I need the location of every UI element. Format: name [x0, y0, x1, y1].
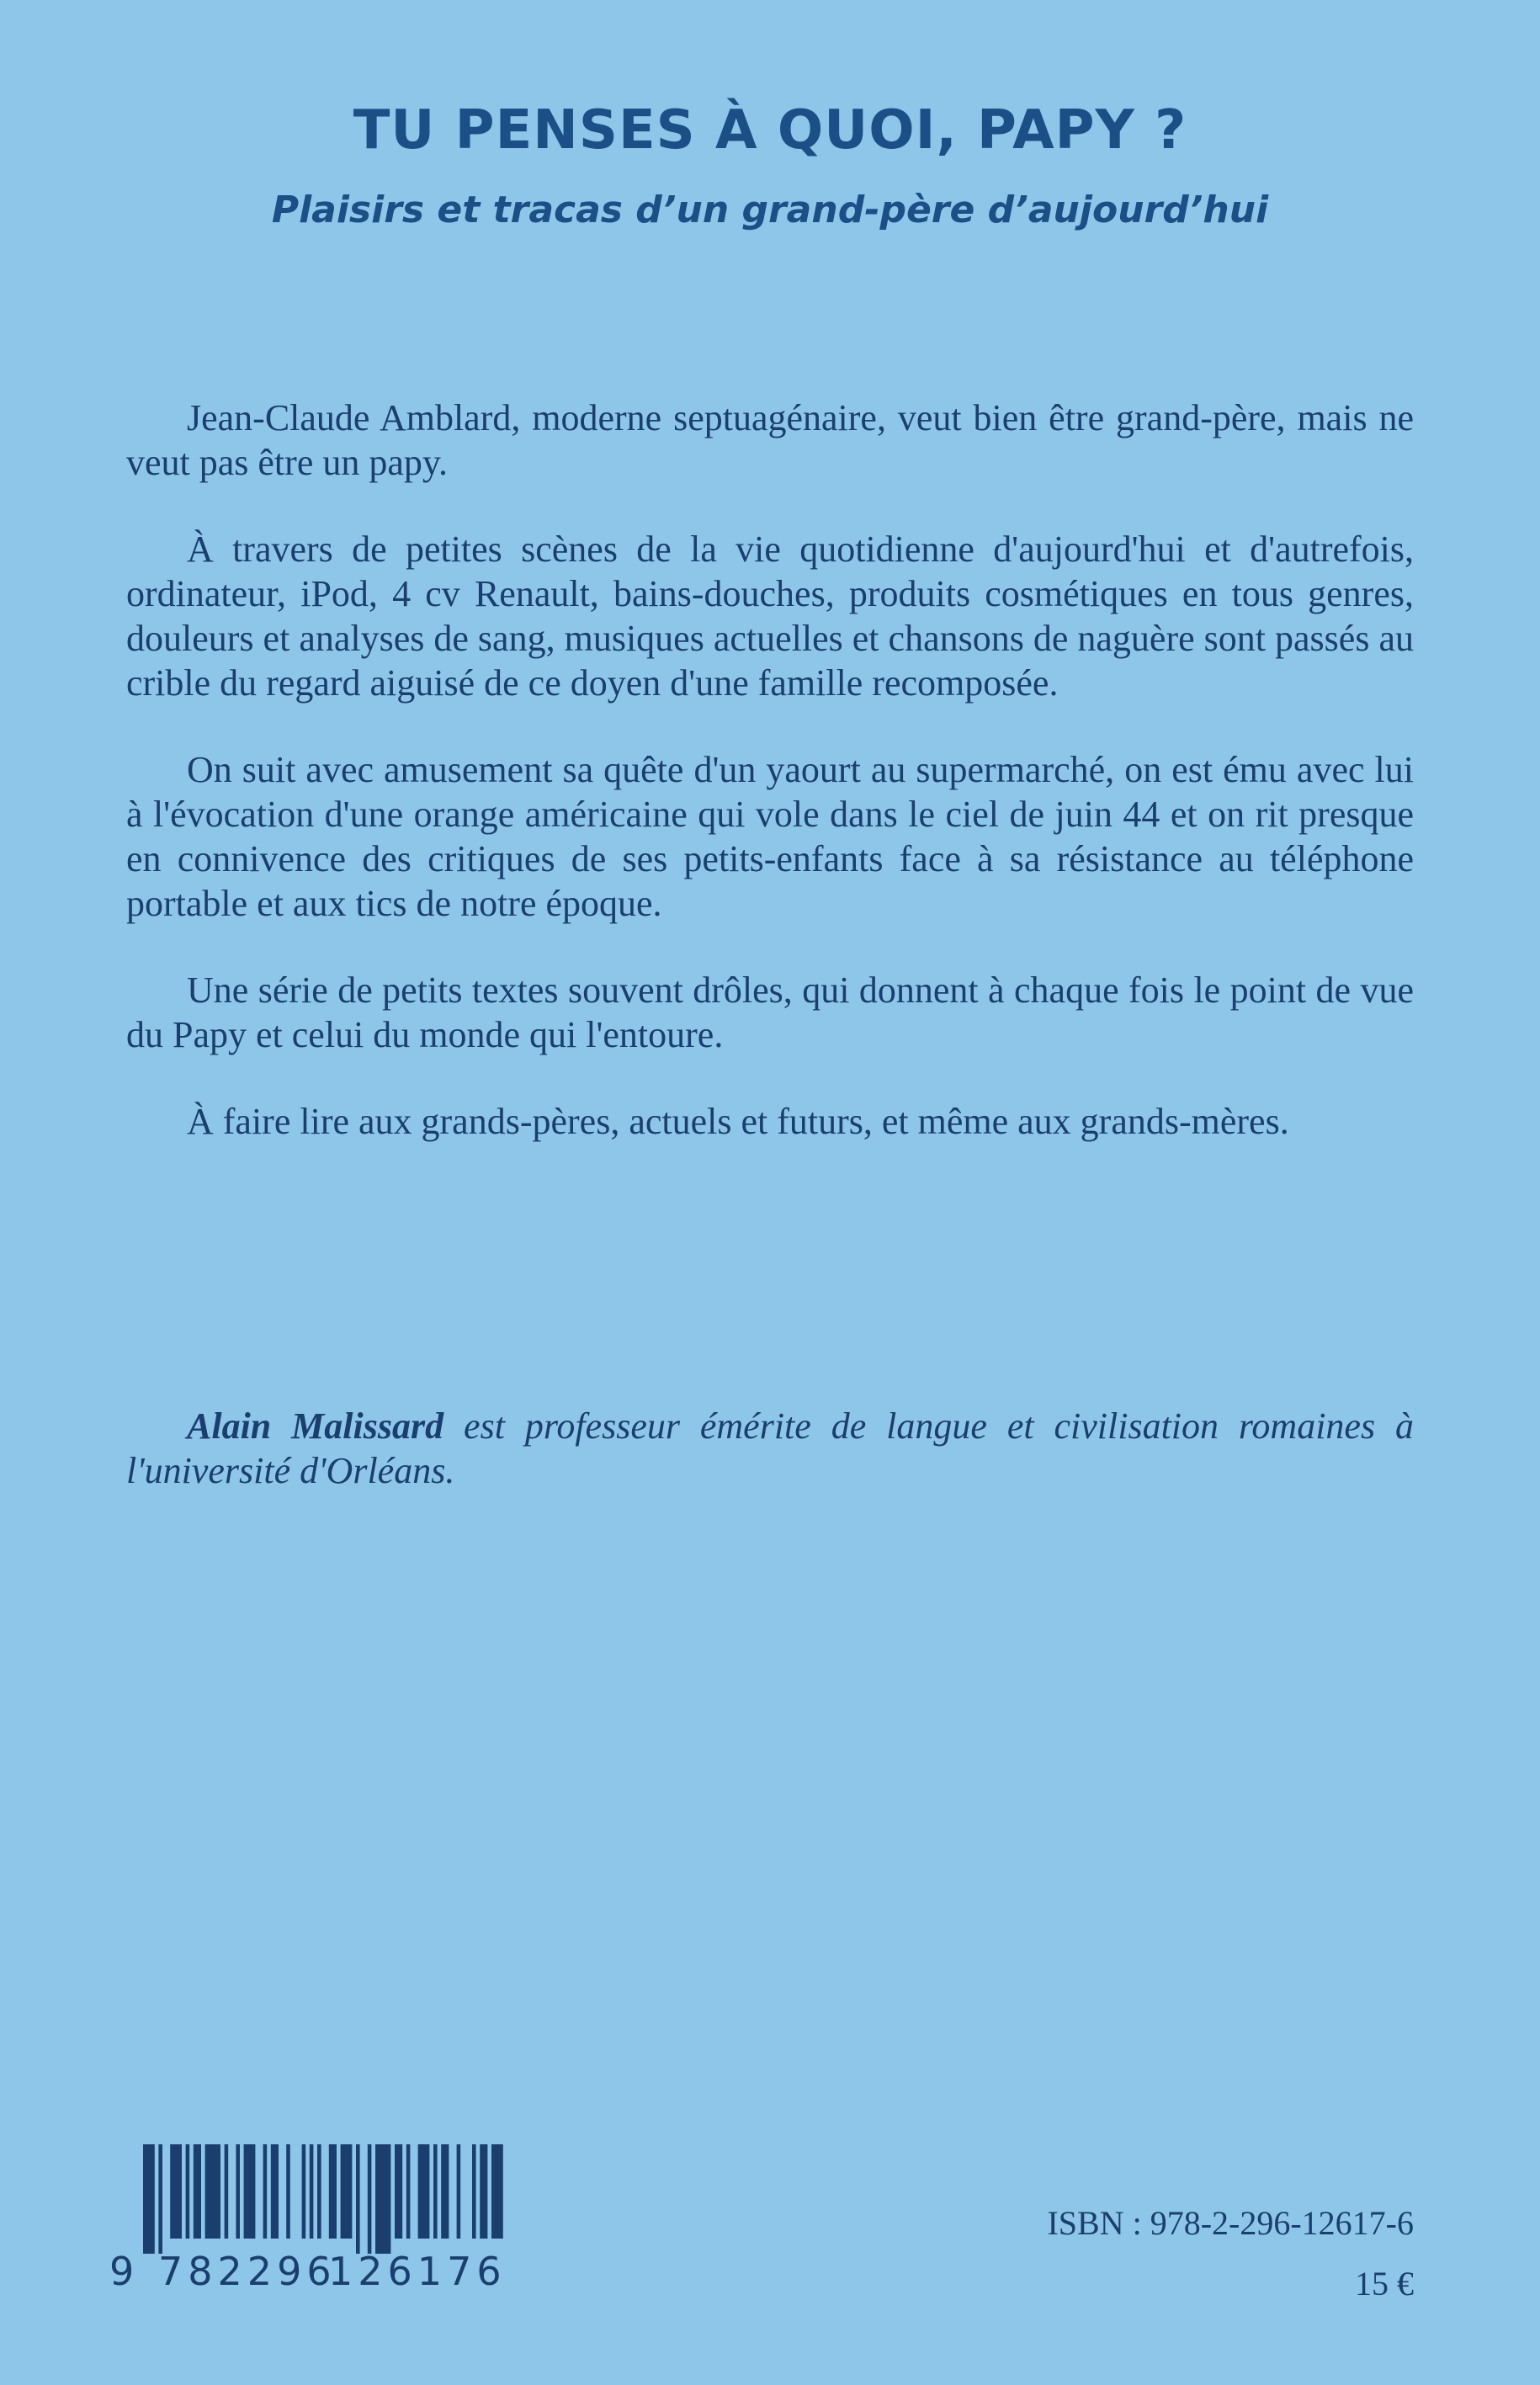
barcode-bar [271, 2144, 279, 2239]
author-note [126, 1404, 1414, 1493]
barcode-bar [356, 2144, 360, 2254]
barcode-bar [457, 2144, 461, 2239]
barcode-bar [244, 2144, 256, 2239]
barcode-bar [194, 2144, 201, 2239]
barcode-bar [433, 2144, 438, 2239]
barcode-bar [302, 2144, 306, 2239]
author-name: Alain Malissard [187, 1405, 444, 1447]
barcode-bars [109, 2144, 505, 2254]
barcode-bar [225, 2144, 229, 2239]
barcode-group-1: 782296 [158, 2249, 337, 2294]
barcode-bar [375, 2144, 390, 2254]
barcode-bar [170, 2144, 182, 2239]
barcode-bar [158, 2144, 162, 2254]
barcode-bar [472, 2144, 476, 2239]
price: 15 € [1355, 2265, 1414, 2303]
barcode-bar [236, 2144, 240, 2239]
blurb-paragraph-4: Une série de petits textes souvent drôles, qui donnent à chaque fois le point de vue du Papy et celui du monde qui l'entoure. [126, 969, 1414, 1055]
blurb [126, 396, 1414, 1186]
book-subtitle: Plaisirs et tracas d’un grand-père d’aujourd’hui [271, 189, 1269, 231]
barcode-bar [418, 2144, 430, 2239]
barcode-bar [329, 2144, 337, 2239]
barcode-bar [395, 2144, 402, 2239]
book-title: TU PENSES À QUOI, PAPY ? [353, 99, 1187, 162]
barcode-bar [317, 2144, 321, 2239]
barcode-bar [406, 2144, 411, 2239]
barcode-bar [310, 2144, 314, 2239]
blurb-paragraph-3: On suit avec amusement sa quête d'un yaourt au supermarché, on est ému avec lui à l'évocation d'une orange américaine qui vole dans le ciel de juin 44 et on rit presque en connivence des critiques de ses petits-enfants face à sa résistance au téléphone portable et aux tics de notre époque. [126, 749, 1414, 924]
barcode-bar [186, 2144, 190, 2239]
barcode-bar [286, 2144, 290, 2239]
barcode-first-digit: 9 [109, 2249, 135, 2294]
blurb-paragraph-2: À travers de petites scènes de la vie quotidienne d'aujourd'hui et d'autrefois, ordinateur, iPod, 4 cv Renault, bains-douches, produits cosmétiques en tous genres, douleurs et analyses de sang, musiques actuelles et chansons de naguère sont passés au crible du regard aiguisé de ce doyen d'une famille recomposée. [126, 529, 1414, 704]
barcode-bar [368, 2144, 372, 2254]
barcode-bar [143, 2144, 155, 2254]
barcode-bar [441, 2144, 449, 2239]
barcode-bar [480, 2144, 487, 2239]
barcode-bar [205, 2144, 220, 2239]
barcode-bar [263, 2144, 268, 2239]
blurb-paragraph-1: Jean-Claude Amblard, moderne septuagénaire, veut bien être grand-père, mais ne veut pas être un papy. [126, 397, 1414, 483]
barcode-bar [491, 2144, 503, 2239]
author-bio: est professeur émérite de langue et civilisation romaines à l'université d'Orléans. [126, 1405, 1414, 1491]
blurb-paragraph-5: À faire lire aux grands-pères, actuels et futurs, et même aux grands-mères. [187, 1101, 1289, 1142]
isbn: ISBN : 978-2-296-12617-6 [1047, 2204, 1414, 2242]
barcode-group-2: 126176 [328, 2249, 507, 2294]
barcode-bar [341, 2144, 353, 2239]
